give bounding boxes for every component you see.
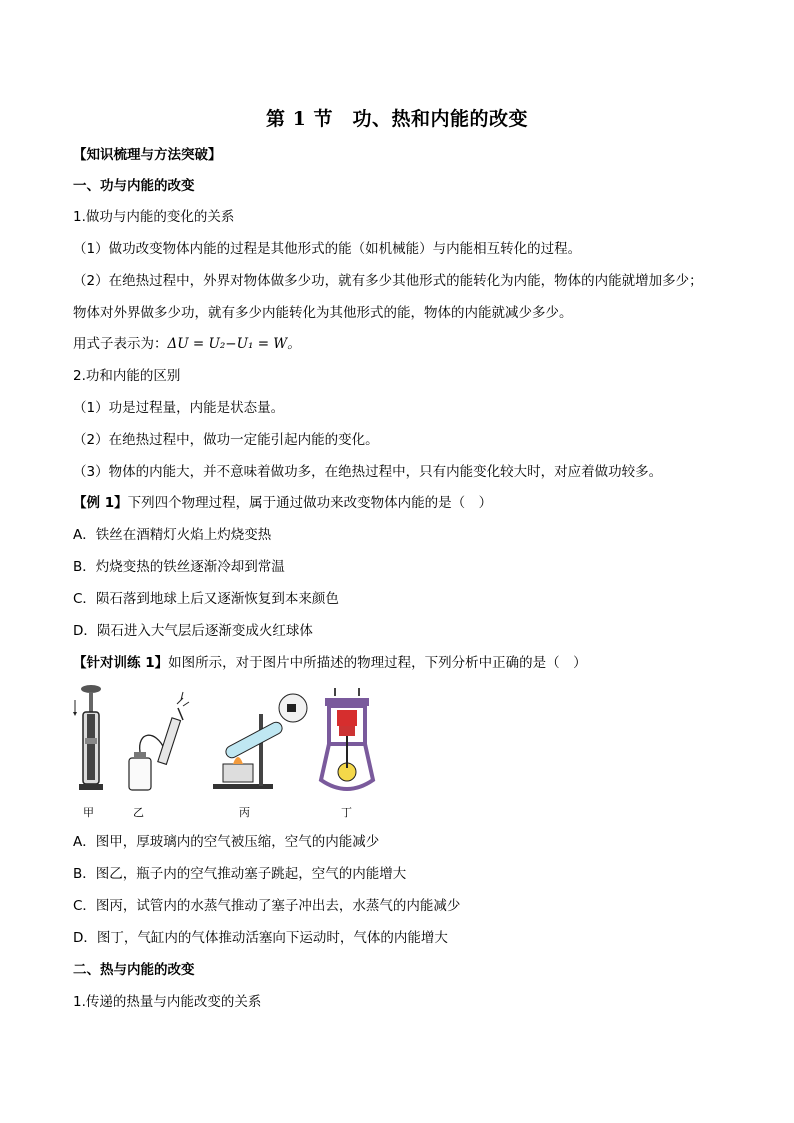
example1-option-c: C．陨石落到地球上后又逐渐恢复到本来颜色 xyxy=(73,591,339,607)
bottle-pump-drawing xyxy=(129,692,189,790)
figure-label-yi: 乙 xyxy=(133,806,144,819)
part1-q1: （1）功是过程量，内能是状态量。 xyxy=(73,400,285,416)
formula: ΔU = U₂−U₁ = W。 xyxy=(167,336,301,352)
formula-line xyxy=(73,335,301,353)
apparatus-illustration xyxy=(73,680,403,804)
formula-prefix: 用式子表示为： xyxy=(73,336,168,352)
training1-option-b: B．图乙，瓶子内的空气推动塞子跳起，空气的内能增大 xyxy=(73,866,407,882)
example1-option-b: B．灼烧变热的铁丝逐渐冷却到常温 xyxy=(73,559,285,575)
part1-p1: （1）做功改变物体内能的过程是其他形式的能（如机械能）与内能相互转化的过程。 xyxy=(73,241,582,257)
figure-label-jia: 甲 xyxy=(83,806,94,819)
section-header: 【知识梳理与方法突破】 xyxy=(73,147,222,163)
example1-question-line xyxy=(73,494,492,512)
part1-p2b: 物体对外界做多少功，就有多少内能转化为其他形式的能，物体的内能就减少多少。 xyxy=(73,305,573,321)
example1-option-d: D．陨石进入大气层后逐渐变成火红球体 xyxy=(73,623,313,639)
figure-label-bing: 丙 xyxy=(239,806,250,819)
training1-figure xyxy=(73,680,403,820)
part1-p2a: （2）在绝热过程中，外界对物体做多少功，就有多少其他形式的能转化为内能，物体的内能就增加多少； xyxy=(73,273,703,289)
fire-syringe-drawing xyxy=(73,685,103,790)
part1-heading: 一、功与内能的改变 xyxy=(73,178,195,194)
engine-cylinder-drawing xyxy=(321,688,373,789)
training1-option-d: D．图丁，气缸内的气体推动活塞向下运动时，气体的内能增大 xyxy=(73,930,448,946)
page-title: 第 1 节 功、热和内能的改变 xyxy=(266,108,528,130)
training1-question: 如图所示，对于图片中所描述的物理过程，下列分析中正确的是（ ） xyxy=(168,655,587,671)
example1-question: 下列四个物理过程，属于通过做功来改变物体内能的是（ ） xyxy=(127,495,493,511)
part1-q2: （2）在绝热过程中，做功一定能引起内能的变化。 xyxy=(73,432,379,448)
training1-question-line xyxy=(73,654,587,672)
example1-option-a: A．铁丝在酒精灯火焰上灼烧变热 xyxy=(73,527,272,543)
part1-q3: （3）物体的内能大，并不意味着做功多，在绝热过程中，只有内能变化较大时，对应着做功较多。 xyxy=(73,464,663,480)
test-tube-stand-drawing xyxy=(213,694,307,789)
part1-sub1: 1.做功与内能的变化的关系 xyxy=(73,209,235,225)
part2-heading: 二、热与内能的改变 xyxy=(73,962,195,978)
example1-tag: 【例 1】 xyxy=(73,495,128,511)
training1-option-c: C．图丙，试管内的水蒸气推动了塞子冲出去，水蒸气的内能减少 xyxy=(73,898,461,914)
part1-sub2: 2.功和内能的区别 xyxy=(73,368,181,384)
figure-label-ding: 丁 xyxy=(341,806,352,819)
training1-option-a: A．图甲，厚玻璃内的空气被压缩，空气的内能减少 xyxy=(73,834,380,850)
training1-tag: 【针对训练 1】 xyxy=(73,655,169,671)
part2-sub1: 1.传递的热量与内能改变的关系 xyxy=(73,994,262,1010)
